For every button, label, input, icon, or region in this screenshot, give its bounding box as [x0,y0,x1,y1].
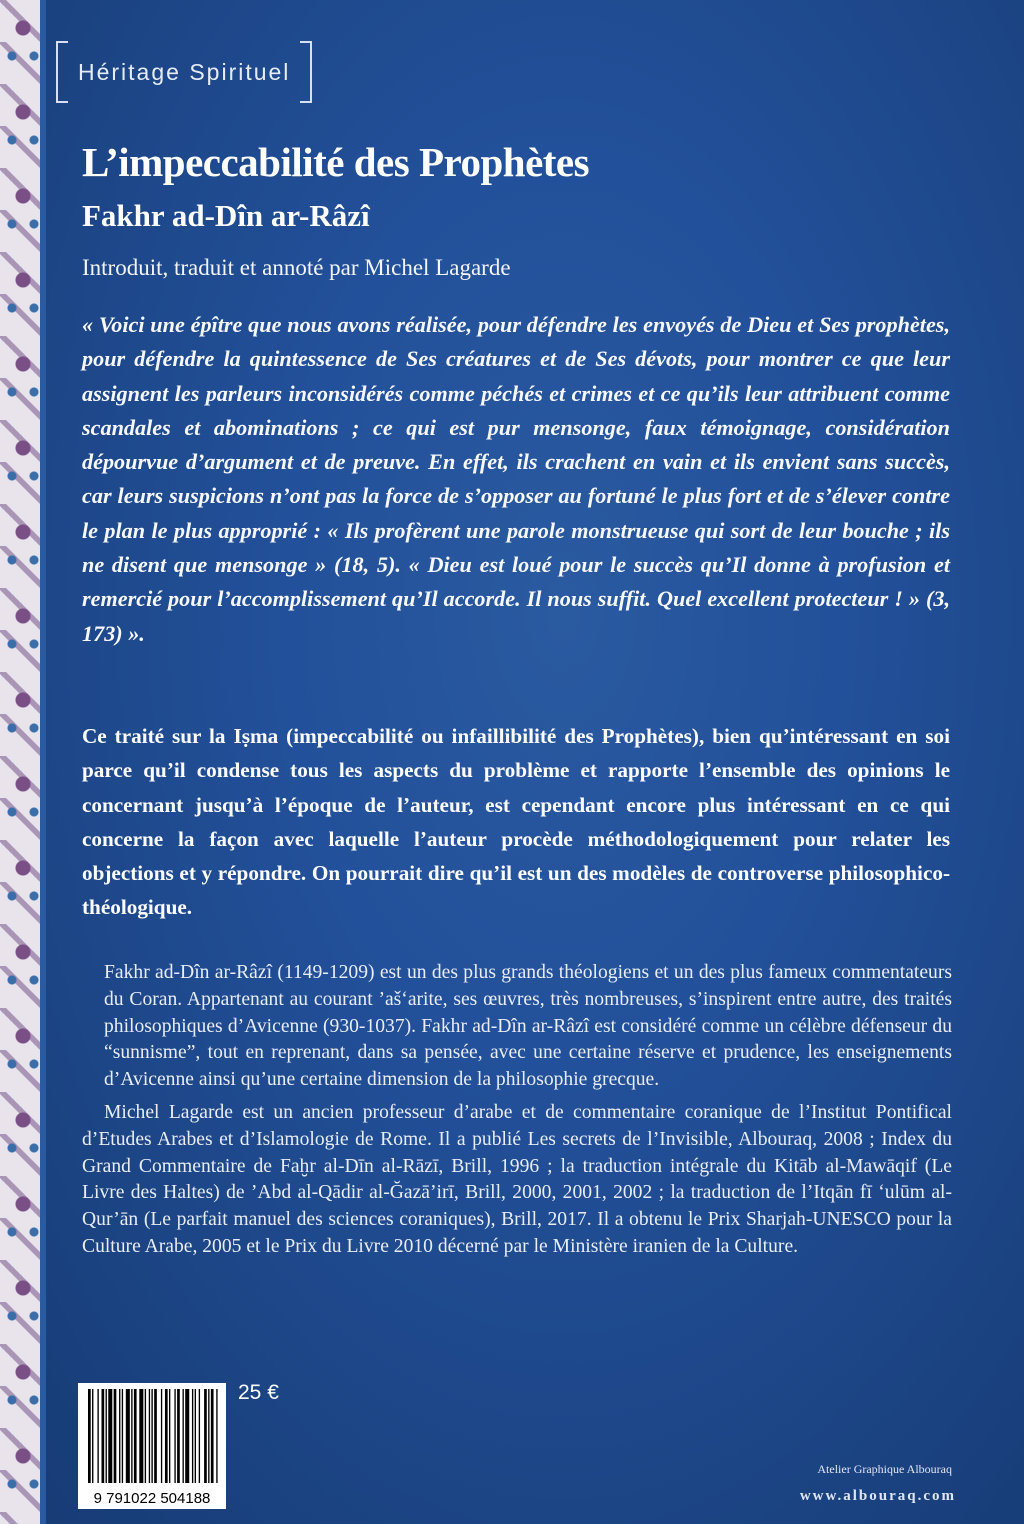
barcode-bar [126,1389,130,1483]
barcode-bar [204,1389,207,1483]
barcode-bar [154,1389,157,1483]
quote-text: « Voici une épître que nous avons réalisée, pour défendre les envoyés de Dieu et Ses prophètes, pour défendre la quintessence de Ses créatures et de Ses dévots, pour montrer ce que leur assignent les parleurs inconsidérés comme péchés et crimes et ce qu’ils leur attribuent comme scandales et abominations ; ce qui est pur mensonge, faux témoignage, considération dépourvue d’argument et de preuve. En effet, ils crachent en vain et ils envient sans succès, car leurs suspicions n’ont pas la force de s’opposer au fortuné le plus fort et de s’élever contre le plan le plus approprié : « Ils profèrent une parole monstrueuse qui sort de leur bouche ; ils ne disent que mensonge » (18, 5). « Dieu est loué pour le succès qu’Il donne à profusion et remercié pour l’accomplissement qu’Il accorde. Il nous suffit. Quel excellent protecteur ! » (3, 173) ». [82,312,950,646]
barcode-bar [216,1389,217,1483]
epigraph-quote [82,308,950,651]
bracket-left [56,41,68,103]
book-summary [82,719,950,925]
barcode-bar [114,1389,117,1483]
barcode-bar [161,1389,162,1483]
barcode-bar [165,1389,168,1483]
translator-credit: Introduit, traduit et annoté par Michel Lagarde [82,255,511,280]
barcode-bar [149,1389,150,1483]
barcode-bar [199,1389,200,1483]
isbn-barcode [78,1383,226,1509]
barcode-bar [108,1389,112,1483]
ornamental-border [0,0,46,1524]
barcode-graphic [78,1383,226,1509]
barcode-bar [134,1389,137,1483]
barcode-bar [211,1389,214,1483]
barcode-bar [139,1389,143,1483]
barcode-bar [174,1389,175,1483]
barcode-bar [119,1389,120,1483]
series-label [56,43,312,101]
summary-text: Ce traité sur la Iṣma (impeccabilité ou infaillibilité des Prophètes), bien qu’intéressant en soi parce qu’il condense tous les aspects du problème et rapporte l’ensemble des opinions le concernant jusqu’à l’époque de l’auteur, est cependant encore plus intéressant en ce qui concerne la façon avec laquelle l’auteur procède méthodologiquement pour relater les objections et y répondre. On pourrait dire qu’il est un des modèles de controverse philosophico-théologique. [82,724,950,920]
barcode-bar [192,1389,193,1483]
barcode-bar [92,1389,93,1483]
barcode-bar [145,1389,146,1483]
author-biography [104,960,952,1094]
barcode-bar [195,1389,196,1483]
series-name: Héritage Spirituel [78,58,291,85]
book-title: L’impeccabilité des Prophètes [82,139,590,185]
bracket-right [300,41,312,103]
barcode-bar [185,1389,189,1483]
barcode-bar [106,1389,107,1483]
barcode-bar [183,1389,184,1483]
book-author: Fakhr ad-Dîn ar-Râzî [82,198,370,233]
barcode-bar [97,1389,98,1483]
barcode-bar [151,1389,152,1483]
price-label: 25 € [238,1381,279,1404]
isbn-digits: 9 791022 504188 [93,1490,211,1507]
barcode-bar [131,1389,132,1483]
barcode-bar [122,1389,123,1483]
barcode-bar [208,1389,209,1483]
publisher-atelier: Atelier Graphique Albouraq [817,1462,952,1476]
barcode-bar [102,1389,105,1483]
translator-bio-text: Michel Lagarde est un ancien professeur d’arabe et de commentaire coranique de l’Institut Pontifical d’Etudes Arabes et d’Islamologie de Rome. Il a publié Les secrets de l’Invisible, Albouraq, 2008 ; Index du Grand Commentaire de Faḫr al-Dīn al-Rāzī, Brill, 1996 ; la traduction intégrale du Kitāb al-Mawāqif (Le Livre des Haltes) de ’Abd al-Qādir al-Ğazā’irī, Brill, 2000, 2001, 2002 ; la traduction de l’Itqān fī ‘ulūm al-Qur’ān (Le parfait manuel des sciences coraniques), Brill, 2017. Il a obtenu le Prix Sharjah-UNESCO pour la Culture Arabe, 2005 et le Prix du Livre 2010 décerné par le Ministère iranien de la Culture. [82,1102,952,1257]
translator-biography [82,1100,952,1261]
author-bio-text: Fakhr ad-Dîn ar-Râzî (1149-1209) est un des plus grands théologiens et un des plus fameux commentateurs du Coran. Appartenant au courant ’aš‘arite, ses œuvres, très nombreuses, s’inspirent entre autre, des traités philosophiques d’Avicenne (930-1037). Fakhr ad-Dîn ar-Râzî est considéré comme un célèbre défenseur du “sunnisme”, tout en reprenant, dans sa pensée, avec une certaine réserve et prudence, les enseignements d’Avicenne ainsi qu’une certaine dimension de la philosophie grecque. [104,962,952,1091]
publisher-website: www.albouraq.com [799,1488,956,1504]
barcode-bar [177,1389,180,1483]
barcode-bar [88,1389,91,1483]
barcode-bar [169,1389,170,1483]
